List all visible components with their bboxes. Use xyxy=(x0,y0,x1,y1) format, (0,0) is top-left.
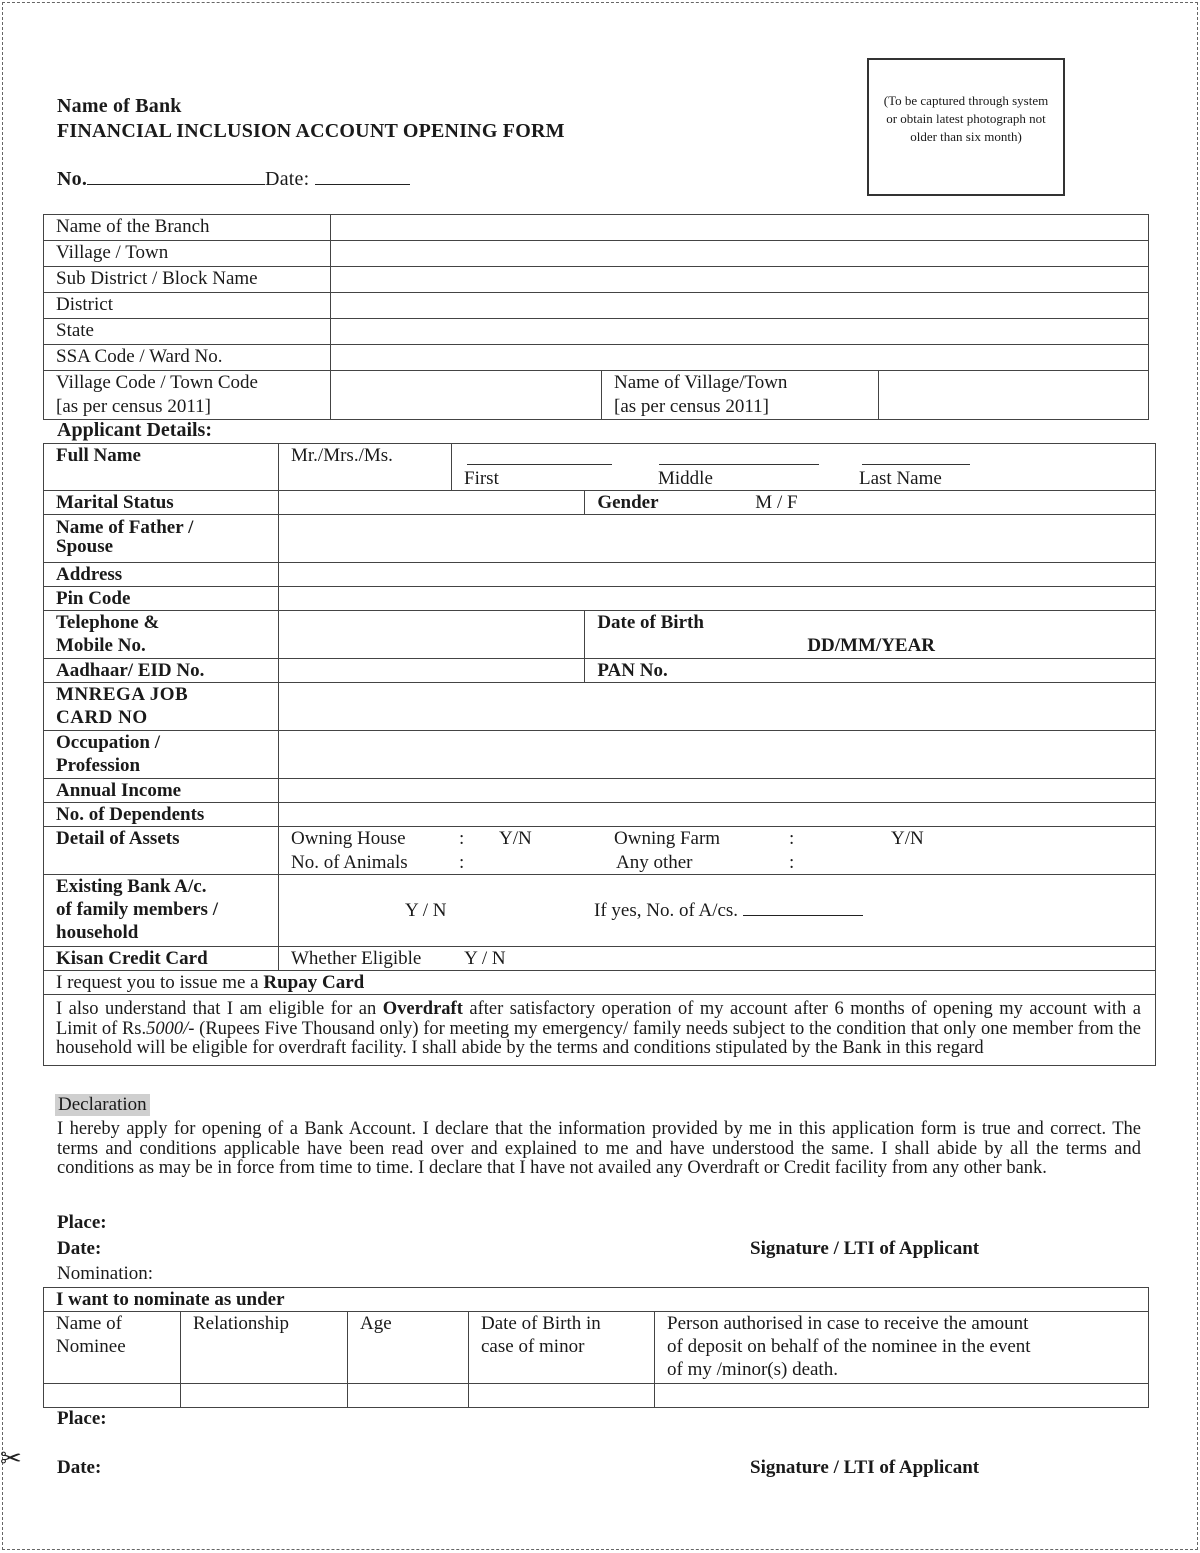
location-table xyxy=(43,214,1149,420)
form-number-date xyxy=(57,168,410,191)
village-name-label-line2: [as per census 2011] xyxy=(614,396,769,417)
occupation-label xyxy=(44,731,279,779)
middle-name-caption: Middle xyxy=(658,468,713,489)
col-nominee-line2: Nominee xyxy=(56,1336,126,1357)
pin-code-field[interactable] xyxy=(279,587,1156,611)
col-dob-line1: Date of Birth in xyxy=(481,1313,601,1334)
col-nominee-line1: Name of xyxy=(56,1313,122,1334)
owning-farm-yn[interactable]: Y/N xyxy=(891,828,924,849)
father-spouse-label xyxy=(44,515,279,563)
father-spouse-line1: Name of Father / xyxy=(56,517,194,538)
table-row xyxy=(44,293,1149,319)
district-label: District xyxy=(44,293,331,319)
sub-district-label: Sub District / Block Name xyxy=(44,267,331,293)
table-row xyxy=(44,215,1149,241)
rupay-request xyxy=(44,971,1156,995)
owning-house-label: Owning House xyxy=(291,828,406,849)
col-dob xyxy=(469,1312,655,1384)
village-name-field[interactable] xyxy=(879,371,1149,420)
district-field[interactable] xyxy=(331,293,1149,319)
state-label: State xyxy=(44,319,331,345)
nominee-relationship-field[interactable] xyxy=(181,1384,348,1408)
table-row xyxy=(44,267,1149,293)
marital-status-field[interactable] xyxy=(279,491,585,515)
village-town-label: Village / Town xyxy=(44,241,331,267)
table-row xyxy=(44,803,1156,827)
overdraft-part1: I also understand that I am eligible for an xyxy=(56,999,377,1019)
telephone-label xyxy=(44,611,279,659)
existing-line2: of family members / xyxy=(56,899,218,920)
existing-account-label xyxy=(44,875,279,947)
nominee-name-field[interactable] xyxy=(44,1384,181,1408)
applicant-table xyxy=(43,443,1156,1066)
rupay-prefix: I request you to issue me a xyxy=(56,972,259,993)
father-spouse-field[interactable] xyxy=(279,515,1156,563)
telephone-line2: Mobile No. xyxy=(56,635,146,656)
table-row xyxy=(44,1384,1149,1408)
last-name-line xyxy=(862,464,970,465)
table-row xyxy=(44,947,1156,971)
animals-colon: : xyxy=(459,852,465,873)
address-field[interactable] xyxy=(279,563,1156,587)
pan-cell[interactable] xyxy=(585,659,1156,683)
nomination-date-label: Date: xyxy=(57,1457,102,1478)
ssa-code-label: SSA Code / Ward No. xyxy=(44,345,331,371)
annual-income-label: Annual Income xyxy=(44,779,279,803)
telephone-field[interactable] xyxy=(279,611,585,659)
father-spouse-line2: Spouse xyxy=(56,536,114,557)
mnrega-field[interactable] xyxy=(279,683,1156,731)
accounts-count-field[interactable] xyxy=(743,900,863,916)
salutation[interactable]: Mr./Mrs./Ms. xyxy=(279,444,452,491)
dob-cell[interactable] xyxy=(585,611,1156,659)
declaration-signature: Signature / LTI of Applicant xyxy=(750,1238,980,1259)
table-row xyxy=(44,444,1156,491)
nomination-heading: I want to nominate as under xyxy=(44,1288,1149,1312)
table-row xyxy=(44,491,1156,515)
sub-district-field[interactable] xyxy=(331,267,1149,293)
form-title: FINANCIAL INCLUSION ACCOUNT OPENING FORM xyxy=(57,120,565,142)
table-row xyxy=(44,683,1156,731)
whether-eligible-label: Whether Eligible xyxy=(291,948,422,969)
table-row xyxy=(44,971,1156,995)
gender-cell xyxy=(585,491,1156,515)
existing-line3: household xyxy=(56,922,139,943)
owning-house-colon: : xyxy=(459,828,465,849)
village-code-label-line2: [as per census 2011] xyxy=(56,396,211,417)
form-date-label: Date: xyxy=(265,168,310,190)
table-row xyxy=(44,345,1149,371)
dependents-label: No. of Dependents xyxy=(44,803,279,827)
mnrega-line1: MNREGA JOB xyxy=(56,684,189,705)
kisan-eligibility-cell[interactable] xyxy=(279,947,1156,971)
overdraft-bold: Overdraft xyxy=(382,999,463,1019)
name-field[interactable] xyxy=(452,444,1156,491)
if-yes-label: If yes, No. of A/cs. xyxy=(594,900,739,921)
table-row xyxy=(44,779,1156,803)
dependents-field[interactable] xyxy=(279,803,1156,827)
middle-name-line xyxy=(659,464,819,465)
first-name-line xyxy=(467,464,612,465)
branch-label: Name of the Branch xyxy=(44,215,331,241)
first-name-caption: First xyxy=(464,468,499,489)
gender-label: Gender xyxy=(597,492,659,513)
pan-label: PAN No. xyxy=(597,660,668,681)
table-row xyxy=(44,587,1156,611)
col-age: Age xyxy=(348,1312,469,1384)
applicant-details-heading: Applicant Details: xyxy=(57,419,212,441)
address-label: Address xyxy=(44,563,279,587)
mnrega-label xyxy=(44,683,279,731)
village-code-field[interactable] xyxy=(331,371,602,420)
form-no-label: No. xyxy=(57,168,88,190)
occupation-line2: Profession xyxy=(56,755,141,776)
col-authorised-person xyxy=(655,1312,1149,1384)
declaration-heading: Declaration xyxy=(55,1094,150,1116)
table-row xyxy=(44,995,1156,1066)
table-row xyxy=(44,659,1156,683)
owning-house-yn[interactable]: Y/N xyxy=(499,828,532,849)
col-nominee-name xyxy=(44,1312,181,1384)
declaration-date-label: Date: xyxy=(57,1238,102,1259)
branch-field[interactable] xyxy=(331,215,1149,241)
declaration-text: I hereby apply for opening of a Bank Account. I declare that the information provided by me in this application form is true and correct. The terms and conditions applicable have been read over and explained to me and have understood the same. I shall abide by all the terms and conditions as may be in force from time to time. I declare that I have not availed any Overdraft or Credit facility from any other bank. xyxy=(57,1119,1141,1178)
any-other-label: Any other xyxy=(616,852,693,873)
photo-box[interactable] xyxy=(867,58,1065,196)
any-other-colon: : xyxy=(789,852,795,873)
table-row xyxy=(44,563,1156,587)
owning-farm-label: Owning Farm xyxy=(614,828,721,849)
table-row xyxy=(44,241,1149,267)
table-row xyxy=(44,731,1156,779)
telephone-line1: Telephone & xyxy=(56,612,160,633)
col-relationship: Relationship xyxy=(181,1312,348,1384)
table-row xyxy=(44,875,1156,947)
overdraft-text xyxy=(44,995,1156,1066)
village-code-label xyxy=(44,371,331,420)
rupay-card: Rupay Card xyxy=(263,972,365,993)
assets-cell[interactable] xyxy=(279,827,1156,875)
marital-status-label: Marital Status xyxy=(44,491,279,515)
occupation-field[interactable] xyxy=(279,731,1156,779)
declaration-place-label: Place: xyxy=(57,1212,107,1233)
table-row xyxy=(44,827,1156,875)
aadhaar-field[interactable] xyxy=(279,659,585,683)
nominee-authorised-field[interactable] xyxy=(655,1384,1149,1408)
nomination-signature: Signature / LTI of Applicant xyxy=(750,1457,980,1478)
mnrega-line2: CARD NO xyxy=(56,707,148,728)
dob-label: Date of Birth xyxy=(597,612,704,633)
pin-code-label: Pin Code xyxy=(44,587,279,611)
overdraft-part3: (Rupees Five Thousand only) for meeting my emergency/ family needs subject to the condition that only one member from the household will be eligible for overdraft facility. I shall abide by the terms and conditions stipulated by the Bank in this regard xyxy=(56,1018,1142,1058)
assets-label: Detail of Assets xyxy=(44,827,279,875)
village-code-label-line1: Village Code / Town Code xyxy=(56,372,258,393)
village-town-field[interactable] xyxy=(331,241,1149,267)
state-field[interactable] xyxy=(331,319,1149,345)
nomination-place-label: Place: xyxy=(57,1408,107,1429)
nominee-age-field[interactable] xyxy=(348,1384,469,1408)
table-row xyxy=(44,611,1156,659)
last-name-caption: Last Name xyxy=(859,468,942,489)
existing-account-cell[interactable] xyxy=(279,875,1156,947)
existing-yn[interactable]: Y / N xyxy=(405,900,447,921)
annual-income-field[interactable] xyxy=(279,779,1156,803)
animals-label: No. of Animals xyxy=(291,852,408,873)
owning-farm-colon: : xyxy=(789,828,795,849)
accounts-count[interactable] xyxy=(594,899,863,922)
kisan-yn[interactable]: Y / N xyxy=(464,948,506,969)
bank-name: Name of Bank xyxy=(57,95,182,117)
occupation-line1: Occupation / xyxy=(56,732,160,753)
overdraft-amount: 5000/- xyxy=(146,1018,195,1039)
table-row xyxy=(44,371,1149,420)
full-name-label: Full Name xyxy=(44,444,279,491)
nominee-dob-field[interactable] xyxy=(469,1384,655,1408)
nomination-label: Nomination: xyxy=(57,1263,154,1284)
form-no-field[interactable] xyxy=(87,169,265,185)
col-authorised-line2: of deposit on behalf of the nominee in the event xyxy=(667,1336,1031,1357)
nomination-table xyxy=(43,1287,1149,1408)
table-row xyxy=(44,515,1156,563)
table-row xyxy=(44,1288,1149,1312)
dob-format: DD/MM/YEAR xyxy=(807,635,936,656)
overdraft-part2: after satisfactory operation of my account after 6 months of opening my account with a Limit of Rs. xyxy=(56,999,1142,1039)
form-date-field[interactable] xyxy=(315,169,410,185)
ssa-code-field[interactable] xyxy=(331,345,1149,371)
col-authorised-line3: of my /minor(s) death. xyxy=(667,1359,838,1380)
photo-note: (To be captured through system or obtain latest photograph not older than six month) xyxy=(883,93,1049,144)
village-name-label-line1: Name of Village/Town xyxy=(614,372,788,393)
village-name-label xyxy=(602,371,879,420)
col-dob-line2: case of minor xyxy=(481,1336,585,1357)
gender-options[interactable]: M / F xyxy=(755,492,798,513)
existing-line1: Existing Bank A/c. xyxy=(56,876,207,897)
scissors-icon: ✂ xyxy=(0,1444,22,1474)
col-authorised-line1: Person authorised in case to receive the amount xyxy=(667,1313,1029,1334)
table-row xyxy=(44,319,1149,345)
kisan-credit-card-label: Kisan Credit Card xyxy=(44,947,279,971)
aadhaar-label: Aadhaar/ EID No. xyxy=(44,659,279,683)
table-row xyxy=(44,1312,1149,1384)
